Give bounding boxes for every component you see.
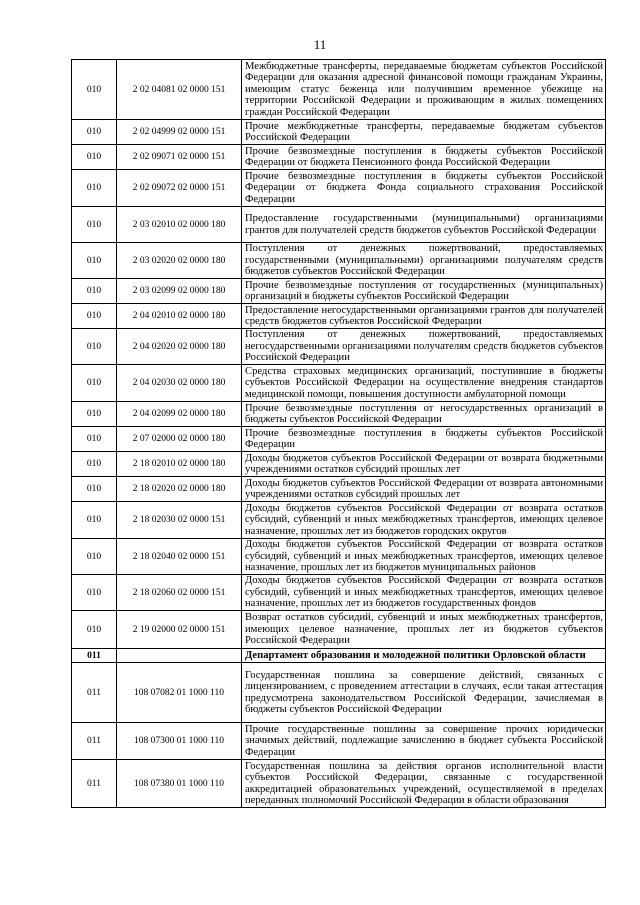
revenue-code-cell: 2 02 09071 02 0000 151 bbox=[117, 145, 242, 170]
admin-code-cell: 010 bbox=[72, 402, 117, 427]
description-cell bbox=[242, 427, 606, 452]
admin-code-cell: 010 bbox=[72, 120, 117, 145]
description-cell bbox=[242, 120, 606, 145]
admin-code-cell: 011 bbox=[72, 723, 117, 760]
admin-code-cell: 010 bbox=[72, 477, 117, 502]
admin-code-cell: 010 bbox=[72, 452, 117, 477]
table-row bbox=[72, 329, 606, 365]
revenue-code-cell: 2 19 02000 02 0000 151 bbox=[117, 611, 242, 649]
description-cell bbox=[242, 207, 606, 243]
description-text: Прочие безвозмездные поступления в бюджеты субъектов Российской Федерации bbox=[245, 427, 603, 450]
admin-code-cell: 010 bbox=[72, 207, 117, 243]
revenue-code-cell: 2 18 02010 02 0000 180 bbox=[117, 452, 242, 477]
description-cell bbox=[242, 539, 606, 575]
revenue-code-cell: 2 18 02040 02 0000 151 bbox=[117, 539, 242, 575]
description-text: Поступления от денежных пожертвований, предоставляемых государственными (муниципальными) организациями получателям средств бюджетов субъектов Российской Федерации bbox=[245, 243, 603, 278]
revenue-code-cell: 108 07380 01 1000 110 bbox=[117, 760, 242, 808]
revenue-code-cell: 2 07 02000 02 0000 180 bbox=[117, 427, 242, 452]
admin-code-cell: 011 bbox=[72, 663, 117, 723]
description-text: Доходы бюджетов субъектов Российской Федерации от возврата бюджетными учреждениями остатков субсидий прошлых лет bbox=[245, 452, 603, 475]
description-cell bbox=[242, 402, 606, 427]
description-text: Доходы бюджетов субъектов Российской Федерации от возврата остатков субсидий, субвенций и иных межбюджетных трансфертов, имеющих целевое назначение, прошлых лет из бюджетов городских округов bbox=[245, 502, 603, 537]
admin-code-cell: 010 bbox=[72, 611, 117, 649]
revenue-code-cell: 2 02 04999 02 0000 151 bbox=[117, 120, 242, 145]
table-row bbox=[72, 60, 606, 120]
description-cell bbox=[242, 279, 606, 304]
revenue-codes-table bbox=[71, 59, 606, 808]
table-row bbox=[72, 452, 606, 477]
revenue-code-cell: 2 03 02010 02 0000 180 bbox=[117, 207, 242, 243]
table-row bbox=[72, 427, 606, 452]
description-cell bbox=[242, 575, 606, 611]
admin-code-cell: 010 bbox=[72, 539, 117, 575]
description-text: Доходы бюджетов субъектов Российской Федерации от возврата остатков субсидий, субвенций и иных межбюджетных трансфертов, имеющих целевое назначение, прошлых лет из бюджетов государственных фондов bbox=[245, 575, 603, 610]
description-cell bbox=[242, 145, 606, 170]
description-cell bbox=[242, 452, 606, 477]
revenue-code-cell: 2 02 09072 02 0000 151 bbox=[117, 170, 242, 207]
revenue-code-cell: 2 04 02030 02 0000 180 bbox=[117, 365, 242, 402]
description-text: Государственная пошлина за действия органов исполнительной власти субъектов Российской Федерации, связанные с государственной аккредитацией образовательных учреждений, осуществляемой в пределах переданных полномочий Российской Федерации в области образования bbox=[245, 760, 603, 806]
description-cell bbox=[242, 649, 606, 663]
description-text: Средства страховых медицинских организаций, поступившие в бюджеты субъектов Российской Федерации на осуществление внедрения стандартов медицинской помощи, повышения доступности амбулаторной помощи bbox=[245, 365, 603, 400]
table-row bbox=[72, 663, 606, 723]
revenue-code-cell: 2 18 02030 02 0000 151 bbox=[117, 502, 242, 539]
admin-code-cell: 011 bbox=[72, 649, 117, 663]
description-text: Межбюджетные трансферты, передаваемые бюджетам субъектов Российской Федерации для оказания адресной финансовой помощи гражданам Украины, имеющим статус беженца или получившим временное убежище на территории Российской Федерации и проживающим в жилых помещениях граждан Российской Федерации bbox=[245, 60, 603, 118]
table-row bbox=[72, 723, 606, 760]
admin-code-cell: 010 bbox=[72, 365, 117, 402]
description-cell bbox=[242, 60, 606, 120]
description-cell bbox=[242, 243, 606, 279]
admin-code-cell: 010 bbox=[72, 329, 117, 365]
admin-code-cell: 010 bbox=[72, 304, 117, 329]
table-row bbox=[72, 502, 606, 539]
description-text: Департамент образования и молодежной политики Орловской области bbox=[245, 649, 586, 661]
revenue-code-cell bbox=[117, 649, 242, 663]
revenue-code-cell: 108 07300 01 1000 110 bbox=[117, 723, 242, 760]
table-row bbox=[72, 170, 606, 207]
description-text: Доходы бюджетов субъектов Российской Федерации от возврата остатков субсидий, субвенций и иных межбюджетных трансфертов, имеющих целевое назначение, прошлых лет из бюджетов муниципальных районов bbox=[245, 539, 603, 574]
revenue-code-cell: 2 18 02060 02 0000 151 bbox=[117, 575, 242, 611]
description-cell bbox=[242, 477, 606, 502]
revenue-code-cell: 2 04 02010 02 0000 180 bbox=[117, 304, 242, 329]
table-row bbox=[72, 575, 606, 611]
description-cell bbox=[242, 502, 606, 539]
description-cell bbox=[242, 760, 606, 808]
admin-code-cell: 010 bbox=[72, 427, 117, 452]
table-row bbox=[72, 120, 606, 145]
revenue-code-cell: 2 02 04081 02 0000 151 bbox=[117, 60, 242, 120]
revenue-code-cell: 2 04 02099 02 0000 180 bbox=[117, 402, 242, 427]
admin-code-cell: 010 bbox=[72, 279, 117, 304]
table-row bbox=[72, 539, 606, 575]
table-row bbox=[72, 402, 606, 427]
description-text: Предоставление государственными (муниципальными) организациями грантов для получателей средств бюджетов субъектов Российской Федерации bbox=[245, 213, 603, 236]
description-cell bbox=[242, 611, 606, 649]
description-text: Прочие безвозмездные поступления от негосударственных организаций в бюджеты субъектов Российской Федерации bbox=[245, 402, 603, 425]
description-text: Поступления от денежных пожертвований, предоставляемых негосударственными организациями получателям средств бюджетов субъектов Российской Федерации bbox=[245, 329, 603, 364]
description-cell bbox=[242, 329, 606, 365]
description-cell bbox=[242, 304, 606, 329]
table-row bbox=[72, 365, 606, 402]
description-text: Предоставление негосударственными организациями грантов для получателей средств бюджетов субъектов Российской Федерации bbox=[245, 304, 603, 327]
admin-code-cell: 010 bbox=[72, 145, 117, 170]
description-text: Прочие безвозмездные поступления от государственных (муниципальных) организаций в бюджеты субъектов Российской Федерации bbox=[245, 279, 603, 302]
section-header-row bbox=[72, 649, 606, 663]
table-row bbox=[72, 145, 606, 170]
description-cell bbox=[242, 365, 606, 402]
description-cell bbox=[242, 723, 606, 760]
page-number: 11 bbox=[313, 37, 327, 52]
description-text: Государственная пошлина за совершение действий, связанных с лицензированием, с проведением аттестации в случаях, если такая аттестация предусмотрена законодательством Российской Федерации, зачисляемая в бюджеты субъектов Российской Федерации bbox=[245, 669, 603, 715]
admin-code-cell: 011 bbox=[72, 760, 117, 808]
revenue-code-cell: 2 03 02099 02 0000 180 bbox=[117, 279, 242, 304]
description-text: Прочие межбюджетные трансферты, передаваемые бюджетам субъектов Российской Федерации bbox=[245, 120, 603, 143]
revenue-code-cell: 2 03 02020 02 0000 180 bbox=[117, 243, 242, 279]
admin-code-cell: 010 bbox=[72, 243, 117, 279]
table-row bbox=[72, 243, 606, 279]
admin-code-cell: 010 bbox=[72, 170, 117, 207]
table-row bbox=[72, 304, 606, 329]
revenue-code-cell: 108 07082 01 1000 110 bbox=[117, 663, 242, 723]
table-row bbox=[72, 477, 606, 502]
description-cell bbox=[242, 170, 606, 207]
description-cell bbox=[242, 663, 606, 723]
table-row bbox=[72, 207, 606, 243]
table-row bbox=[72, 279, 606, 304]
description-text: Доходы бюджетов субъектов Российской Федерации от возврата автономными учреждениями остатков субсидий прошлых лет bbox=[245, 477, 603, 500]
table-row bbox=[72, 760, 606, 808]
description-text: Прочие государственные пошлины за совершение прочих юридически значимых действий, подлежащие зачислению в бюджет субъекта Российской Федерации bbox=[245, 723, 603, 758]
description-text: Прочие безвозмездные поступления в бюджеты субъектов Российской Федерации от бюджета Фонда социального страхования Российской Федерации bbox=[245, 170, 603, 205]
description-text: Прочие безвозмездные поступления в бюджеты субъектов Российской Федерации от бюджета Пенсионного фонда Российской Федерации bbox=[245, 145, 603, 168]
revenue-code-cell: 2 18 02020 02 0000 180 bbox=[117, 477, 242, 502]
table-row bbox=[72, 611, 606, 649]
admin-code-cell: 010 bbox=[72, 575, 117, 611]
admin-code-cell: 010 bbox=[72, 502, 117, 539]
revenue-code-cell: 2 04 02020 02 0000 180 bbox=[117, 329, 242, 365]
admin-code-cell: 010 bbox=[72, 60, 117, 120]
description-text: Возврат остатков субсидий, субвенций и иных межбюджетных трансфертов, имеющих целевое назначение, прошлых лет из бюджетов субъектов Российской Федерации bbox=[245, 612, 603, 647]
